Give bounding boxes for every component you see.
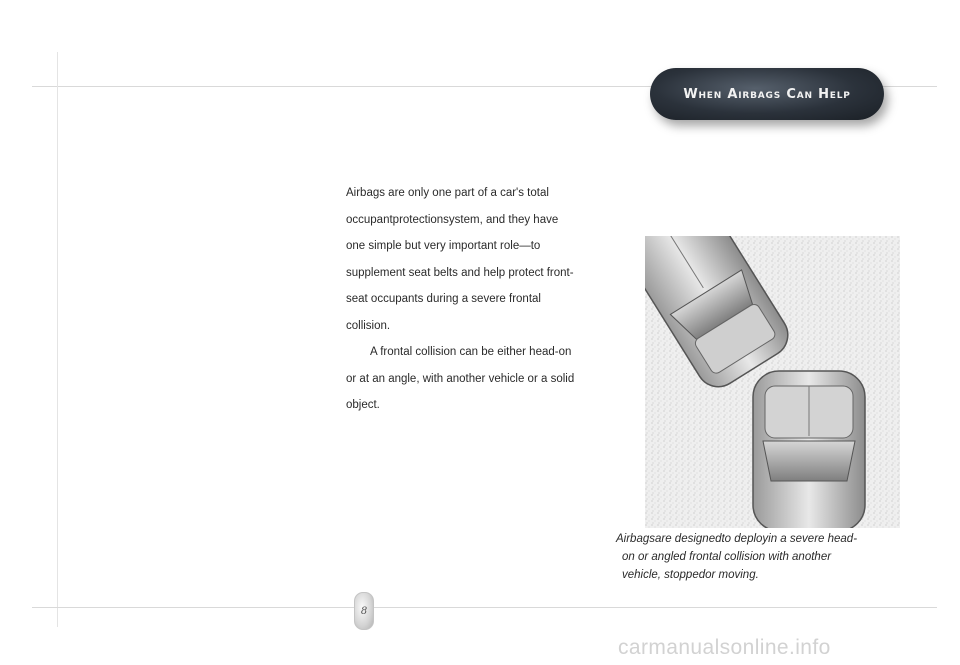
text-line: or at an angle, with another vehicle or a solid: [346, 372, 575, 385]
page-number-badge: [354, 592, 374, 630]
caption-line: vehicle, stoppedor moving.: [622, 569, 759, 581]
car-collision-illustration: [645, 236, 900, 528]
text-line: Airbags are only one part of a car's total: [346, 187, 549, 199]
paragraph-2: [346, 339, 636, 419]
caption-line: Airbagsare designedto deployin a severe head-: [616, 533, 858, 545]
text-line: occupantprotectionsystem, and they have: [346, 213, 559, 226]
paragraph-1: [346, 180, 636, 339]
text-line: supplement seat belts and help protect front-: [346, 266, 574, 279]
text-line: seat occupants during a severe frontal: [346, 293, 541, 305]
page-number: 8: [360, 605, 368, 617]
text-line: one simple but very important role—to: [346, 240, 541, 252]
text-line: A frontal collision can be either head-on: [370, 346, 572, 358]
bottom-divider: [32, 607, 937, 608]
text-line: collision.: [346, 319, 391, 332]
caption-line: on or angled frontal collision with another: [622, 551, 832, 563]
figure-caption: [616, 530, 916, 584]
section-title: When Airbags Can Help: [683, 86, 851, 102]
text-line: object.: [346, 399, 380, 411]
straight-car: [753, 371, 865, 528]
body-text: [346, 180, 636, 419]
watermark-text: carmanualsonline.info: [618, 636, 831, 659]
section-header-badge: [650, 68, 884, 120]
left-margin-line: [57, 52, 58, 627]
